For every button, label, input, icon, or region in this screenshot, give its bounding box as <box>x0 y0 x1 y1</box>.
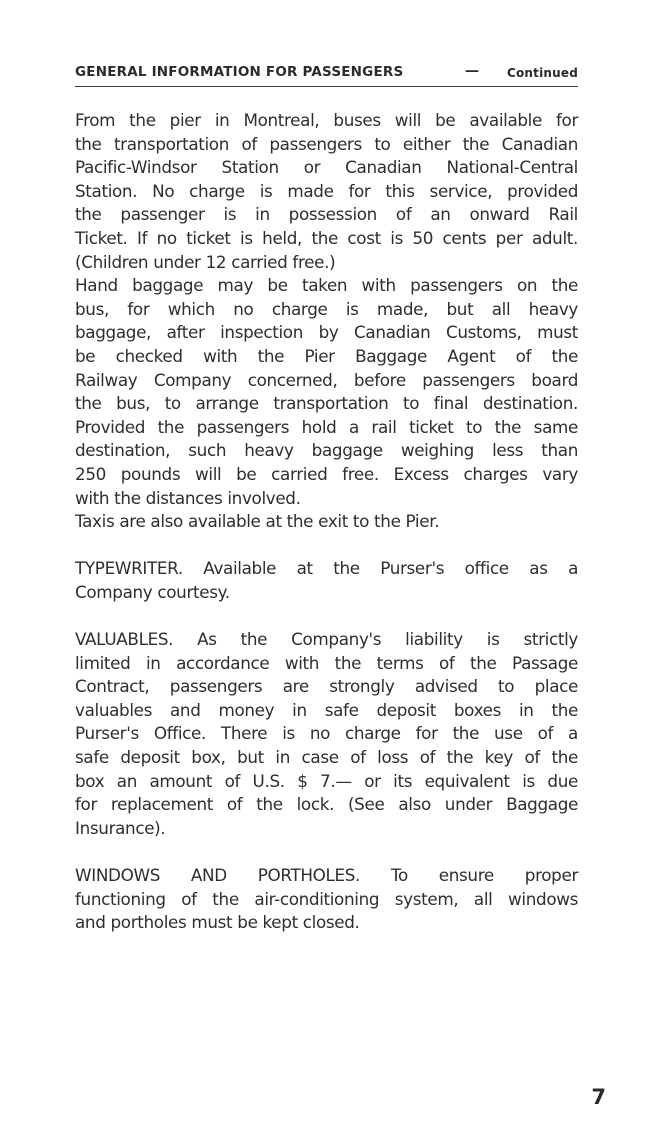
header-continued: Continued <box>506 66 578 80</box>
text-line: Contract, passengers are strongly advised to place <box>75 676 578 697</box>
text-line: destination, such heavy baggage weighing less than <box>75 440 578 461</box>
text-line: bus, for which no charge is made, but all heavy <box>75 298 578 319</box>
text-line: baggage, after inspection by Canadian Customs, must <box>75 322 578 343</box>
paragraph-gap <box>75 534 578 558</box>
text-line: functioning of the air-conditioning system, all windows <box>75 888 578 909</box>
text-line: valuables and money in safe deposit boxes in the <box>75 699 578 720</box>
text-line: Station. No charge is made for this service, provided <box>75 180 578 201</box>
text-line: Provided the passengers hold a rail ticket to the same <box>75 416 578 437</box>
text-line: Pacific-Windsor Station or Canadian National-Central <box>75 157 578 178</box>
text-line: Company courtesy. <box>75 581 230 602</box>
text-line: TYPEWRITER. Available at the Purser's office as a <box>75 558 578 579</box>
header-dash: — <box>465 63 480 79</box>
text-line: Taxis are also available at the exit to the Pier. <box>75 511 440 532</box>
text-line: VALUABLES. As the Company's liability is strictly <box>75 629 578 650</box>
text-line: limited in accordance with the terms of the Passage <box>75 652 578 673</box>
text-line: the transportation of passengers to either the Canadian <box>75 133 578 154</box>
text-line: Ticket. If no ticket is held, the cost is 50 cents per adult. <box>75 227 578 248</box>
paragraph-gap <box>75 604 578 628</box>
body-text <box>75 109 578 935</box>
text-line: Purser's Office. There is no charge for the use of a <box>75 723 578 744</box>
text-line: with the distances involved. <box>75 487 301 508</box>
text-line: safe deposit box, but in case of loss of the key of the <box>75 747 578 768</box>
text-line: (Children under 12 carried free.) <box>75 251 336 272</box>
text-line: Hand baggage may be taken with passengers on the <box>75 275 578 296</box>
page-number: 7 <box>591 1085 606 1109</box>
header-title: GENERAL INFORMATION FOR PASSENGERS <box>75 64 404 80</box>
text-line: 250 pounds will be carried free. Excess charges vary <box>75 463 578 484</box>
text-line: box an amount of U.S. $ 7.— or its equivalent is due <box>75 770 578 791</box>
running-header <box>75 62 578 87</box>
text-line: WINDOWS AND PORTHOLES. To ensure proper <box>75 865 578 885</box>
text-line: From the pier in Montreal, buses will be available for <box>75 110 578 130</box>
text-line: Railway Company concerned, before passengers board <box>75 369 578 390</box>
text-line: the passenger is in possession of an onward Rail <box>75 204 578 225</box>
text-line: for replacement of the lock. (See also under Baggage <box>75 794 578 815</box>
text-line: the bus, to arrange transportation to final destination. <box>75 393 578 414</box>
paragraph-gap <box>75 840 578 864</box>
text-line: Insurance). <box>75 817 166 838</box>
text-line: and portholes must be kept closed. <box>75 912 360 933</box>
text-line: be checked with the Pier Baggage Agent of the <box>75 345 578 366</box>
